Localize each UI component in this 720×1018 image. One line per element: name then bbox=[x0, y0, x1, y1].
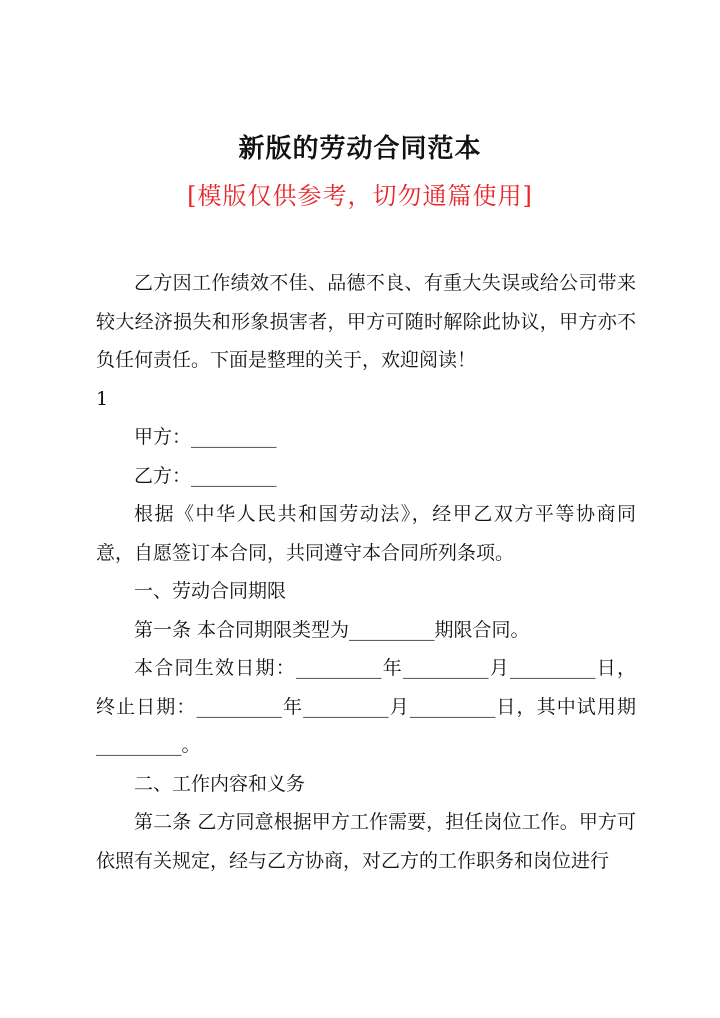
section-number: 1 bbox=[96, 387, 109, 410]
template-notice: [模版仅供参考，切勿通篇使用] bbox=[187, 182, 533, 210]
document-body bbox=[96, 264, 636, 880]
section-heading-duties: 二、工作内容和义务 bbox=[134, 772, 306, 795]
section-heading-term: 一、劳动合同期限 bbox=[134, 580, 287, 602]
article-2: 第二条 乙方同意根据甲方工作需要，担任岗位工作。甲方可依照有关规定，经与乙方协商，对乙方的工作职务和岗位进行 bbox=[96, 811, 636, 872]
document-title: 新版的劳动合同范本 bbox=[238, 134, 482, 164]
article-1: 第一条 本合同期限类型为_________期限合同。 bbox=[134, 618, 530, 641]
party-a-line: 甲方：_________ bbox=[134, 426, 277, 448]
intro-paragraph: 乙方因工作绩效不佳、品德不良、有重大失误或给公司带来较大经济损失和形象损害者，甲方可随时解除此协议，甲方亦不负任何责任。下面是整理的关于，欢迎阅读！ bbox=[96, 272, 636, 371]
preamble-paragraph: 根据《中华人民共和国劳动法》，经甲乙双方平等协商同意，自愿签订本合同，共同遵守本合同所列条项。 bbox=[96, 503, 636, 564]
party-b-line: 乙方：_________ bbox=[134, 464, 277, 487]
effective-dates-paragraph: 本合同生效日期：_________年_________月_________日，终止日期：_________年_________月_________日，其中试用期_________。 bbox=[96, 657, 636, 756]
